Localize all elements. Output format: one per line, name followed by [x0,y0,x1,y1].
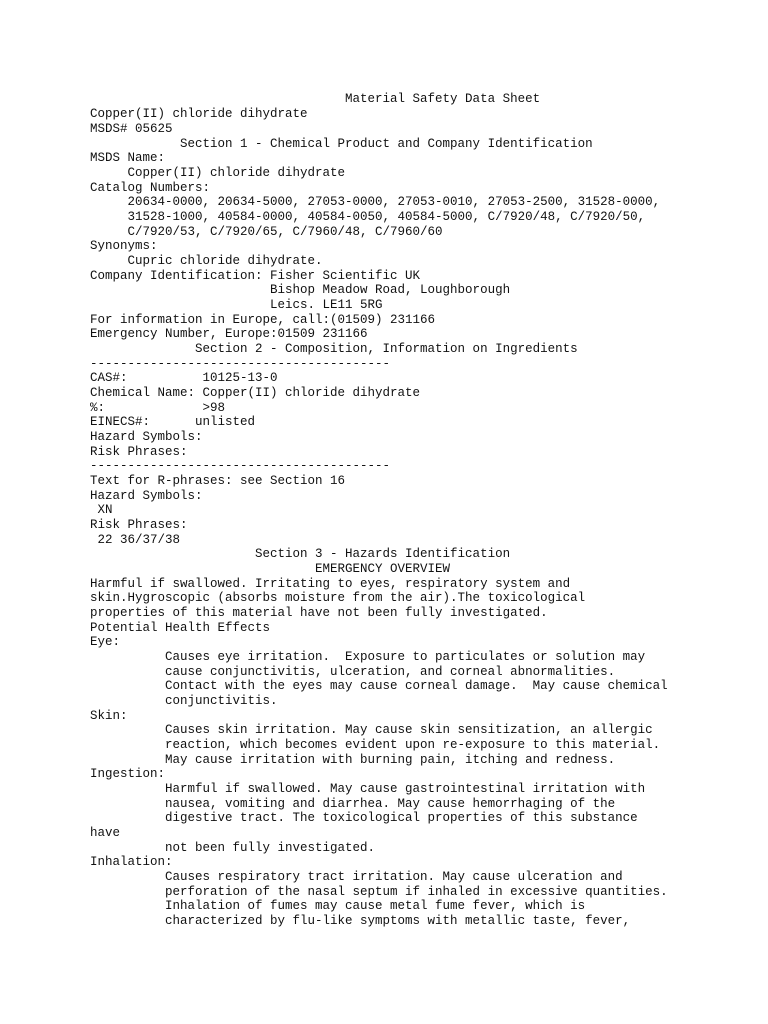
catalog-numbers-line: 31528-1000, 40584-0000, 40584-0050, 40584-5000, C/7920/48, C/7920/50, [90,210,646,224]
inhalation-label: Inhalation: [90,855,173,869]
msds-number: MSDS# 05625 [90,122,173,136]
company-address-line: Bishop Meadow Road, Loughborough [90,283,511,297]
cas-number: CAS#: 10125-13-0 [90,371,278,385]
europe-information-phone: For information in Europe, call:(01509) 231166 [90,313,436,327]
inhalation-effects-line: Causes respiratory tract irritation. May cause ulceration and [90,870,623,884]
inhalation-effects-line: perforation of the nasal septum if inhaled in excessive quantities. [90,885,668,899]
ingestion-effects-line: Harmful if swallowed. May cause gastrointestinal irritation with [90,782,646,796]
product-name: Copper(II) chloride dihydrate [90,107,308,121]
section-2-heading: Section 2 - Composition, Information on Ingredients [90,342,578,356]
document-title: Material Safety Data Sheet [90,92,541,106]
synonyms-label: Synonyms: [90,239,158,253]
ingestion-effects-line: nausea, vomiting and diarrhea. May cause hemorrhaging of the [90,797,616,811]
ingestion-label: Ingestion: [90,767,166,781]
inhalation-effects-line: characterized by flu-like symptoms with metallic taste, fever, [90,914,631,928]
risk-phrases-label: Risk Phrases: [90,445,188,459]
ingestion-effects-line: have [90,826,121,840]
section-3-heading: Section 3 - Hazards Identification [90,547,511,561]
eye-label: Eye: [90,635,121,649]
r-phrases-note: Text for R-phrases: see Section 16 [90,474,346,488]
msds-name-label: MSDS Name: [90,151,166,165]
catalog-numbers-line: 20634-0000, 20634-5000, 27053-0000, 27053-0010, 27053-2500, 31528-0000, [90,195,661,209]
divider-line: ---------------------------------------- [90,357,391,371]
eye-effects-line: Contact with the eyes may cause corneal damage. May cause chemical [90,679,668,693]
skin-effects-line: reaction, which becomes evident upon re-exposure to this material. [90,738,661,752]
risk-phrases-label: Risk Phrases: [90,518,188,532]
company-identification: Company Identification: Fisher Scientific UK [90,269,421,283]
eye-effects-line: conjunctivitis. [90,694,278,708]
skin-effects-line: Causes skin irritation. May cause skin sensitization, an allergic [90,723,653,737]
skin-effects-line: May cause irritation with burning pain, itching and redness. [90,753,616,767]
overview-text-line: properties of this material have not been fully investigated. [90,606,548,620]
synonyms-value: Cupric chloride dihydrate. [90,254,323,268]
inhalation-effects-line: Inhalation of fumes may cause metal fume fever, which is [90,899,586,913]
emergency-overview-heading: EMERGENCY OVERVIEW [90,562,451,576]
hazard-symbols-label: Hazard Symbols: [90,489,203,503]
company-address-line: Leics. LE11 5RG [90,298,383,312]
percentage: %: >98 [90,401,226,415]
potential-health-effects-heading: Potential Health Effects [90,621,271,635]
einecs-number: EINECS#: unlisted [90,415,256,429]
divider-line: ---------------------------------------- [90,459,391,473]
overview-text-line: skin.Hygroscopic (absorbs moisture from the air).The toxicological [90,591,586,605]
ingestion-effects-line: digestive tract. The toxicological properties of this substance [90,811,638,825]
eye-effects-line: cause conjunctivitis, ulceration, and corneal abnormalities. [90,665,616,679]
eye-effects-line: Causes eye irritation. Exposure to particulates or solution may [90,650,646,664]
chemical-name: Chemical Name: Copper(II) chloride dihydrate [90,386,421,400]
risk-phrases-value: 22 36/37/38 [90,533,181,547]
ingestion-effects-line: not been fully investigated. [90,841,376,855]
section-1-heading: Section 1 - Chemical Product and Company Identification [90,137,593,151]
hazard-symbols-value: XN [90,503,113,517]
emergency-number: Emergency Number, Europe:01509 231166 [90,327,368,341]
catalog-numbers-line: C/7920/53, C/7920/65, C/7960/48, C/7960/60 [90,225,443,239]
catalog-numbers-label: Catalog Numbers: [90,181,211,195]
overview-text-line: Harmful if swallowed. Irritating to eyes, respiratory system and [90,577,571,591]
hazard-symbols-label: Hazard Symbols: [90,430,203,444]
msds-name-value: Copper(II) chloride dihydrate [90,166,346,180]
skin-label: Skin: [90,709,128,723]
